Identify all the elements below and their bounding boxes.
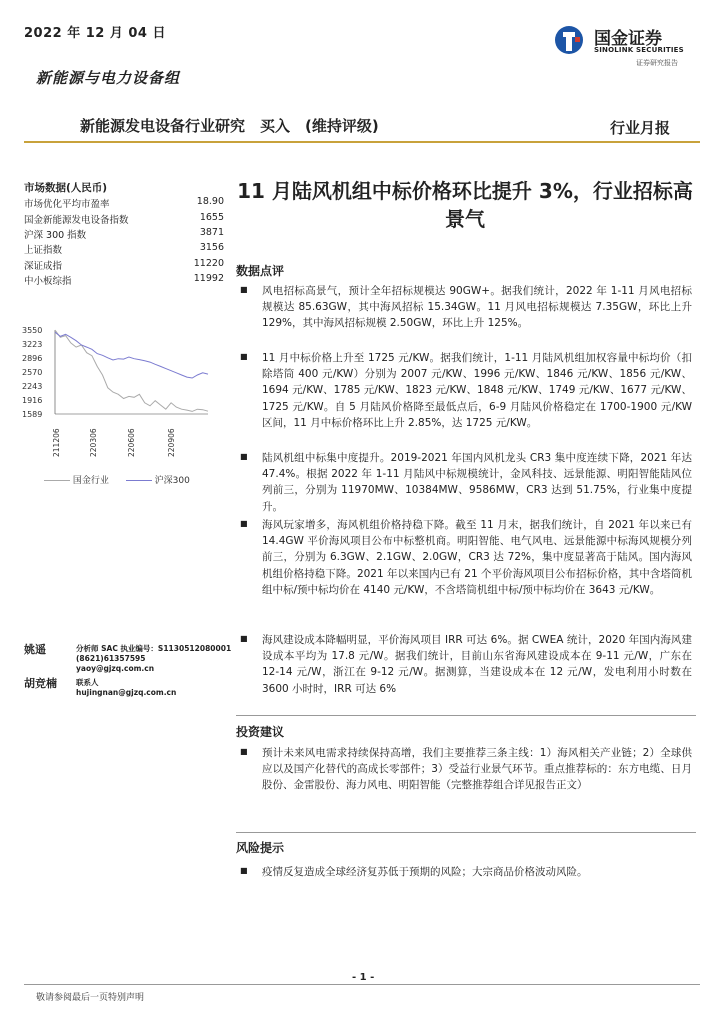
y-tick-label: 3550 (22, 326, 43, 335)
report-header-title: 新能源发电设备行业研究 买入 (维持评级) (80, 117, 379, 135)
bullet-icon: ■ (240, 634, 248, 643)
author-info-line: 联系人 (76, 678, 99, 687)
bullet-text: 海风玩家增多，海风机组价格持稳下降。截至 11 月末，据我们统计，自 2021 年以来已有 14.4GW 平价海风项目公布中标整机商。明阳智能、电气风电、远景能源中标海风规模分列前三，分别为 6.3GW、2.1GW、2.0GW，CR3 达 72%，集中度显著高于陆风。国内海风机组价格持稳下降。2021 年以来国内已有 21 个平价海风项目公布招标价格，其中含塔筒机组中标/预中标均价在 4140 元/KW，不含塔筒机组中标/预中标均价在 3643 元/KW。 (262, 519, 692, 596)
market-value: 11992 (193, 273, 224, 284)
bullet-text: 陆风机组中标集中度提升。2019-2021 年国内风机龙头 CR3 集中度连续下降，2021 年达 47.4%。根据 2022 年 1-11 月陆风中标规模统计，金风科技、远景能源、明阳智能陆风位列前三，分别为 11970MW、10384MW、9586MW，CR3 达到 51.75%，行业集中度提升。 (262, 452, 692, 513)
market-label: 沪深 300 指数 (24, 230, 87, 241)
bullet-text: 风电招标高景气，预计全年招标规模达 90GW+。据我们统计，2022 年 1-11 月风电招标规模达 85.63GW，其中海风招标 15.34GW。11 月风电招标规模达 7.35GW，环比上升 129%，其中海风招标规模 2.50GW，环比上升 125%。 (262, 285, 692, 330)
market-label: 市场优化平均市盈率 (24, 199, 110, 210)
bullet-text: 11 月中标价格上升至 1725 元/KW。据我们统计，1-11 月陆风机组加权容量中标均价（扣除塔筒 400 元/KW）分别为 2007 元/KW、1996 元/KW、1846 元/KW、1856 元/KW、1694 元/KW、1785 元/KW、1823 元/KW、1848 元/KW、1749 元/KW、1677 元/KW、1725 元/KW。自 5 月陆风价格降至最低点后，6-9 月陆风价格稳定在 1700-1900 元/KW 区间，11 月中标价格环比上升 2.85%，达 1725 元/KW。 (262, 352, 692, 429)
market-row (24, 273, 224, 289)
market-label: 中小板综指 (24, 276, 72, 287)
market-value: 11220 (193, 258, 224, 269)
author-name: 胡竞楠 (24, 677, 57, 690)
logo-english: SINOLINK SECURITIES (594, 46, 684, 54)
legend-swatch (44, 480, 70, 481)
author-info-line: yaoy@gjzq.com.cn (76, 664, 155, 673)
bullet-text: 海风建设成本降幅明显，平价海风项目 IRR 可达 6%。据 CWEA 统计，2020 年国内海风建设成本平均为 17.8 元/W。据我们统计，目前山东省海风建设成本在 9-11 元/W，广东在 12-14 元/W，浙江在 9-12 元/W。据测算，当建设成本在 12 元/W，发电利用小时数在 3600 小时时，IRR 可达 6% (262, 634, 692, 695)
market-row (24, 258, 224, 274)
logo-name: 国金证券 (594, 29, 662, 49)
market-row (24, 242, 224, 258)
author-name: 姚遥 (24, 643, 46, 656)
research-group: 新能源与电力设备组 (36, 69, 181, 87)
bullet-icon: ■ (240, 352, 248, 361)
x-tick-label: 220906 (167, 428, 176, 457)
market-value: 3156 (199, 242, 224, 253)
index-line-chart (20, 322, 220, 462)
x-tick-label: 220606 (127, 428, 136, 457)
y-tick-label: 1589 (22, 410, 43, 419)
market-row (24, 227, 224, 243)
market-value: 3871 (199, 227, 224, 238)
y-tick-label: 3223 (22, 340, 43, 349)
section-risk: 风险提示 (236, 841, 285, 855)
market-label: 国金新能源发电设备指数 (24, 215, 129, 226)
market-row (24, 212, 224, 228)
y-tick-label: 1916 (22, 396, 43, 405)
bullet-icon: ■ (240, 285, 248, 294)
logo-subtitle: 证券研究报告 (636, 59, 678, 67)
market-label: 深证成指 (24, 261, 63, 272)
chart-legend (44, 473, 244, 486)
section-data-review: 数据点评 (236, 264, 285, 278)
page-number: - 1 - (352, 972, 375, 983)
legend-label: 沪深300 (154, 476, 190, 486)
bullet-icon: ■ (240, 452, 248, 461)
main-title: 11 月陆风机组中标价格环比提升 3%，行业招标高景气 (237, 179, 693, 231)
bullet-text: 疫情反复造成全球经济复苏低于预期的风险；大宗商品价格波动风险。 (262, 866, 588, 878)
author-info (76, 678, 246, 698)
y-tick-label: 2243 (22, 382, 43, 391)
section-divider (236, 715, 696, 716)
author-info-line: 分析师 SAC 执业编号：S1130512080001 (76, 644, 232, 653)
footer-divider (24, 984, 700, 985)
market-value: 1655 (199, 212, 224, 223)
report-date: 2022 年 12 月 04 日 (24, 26, 166, 41)
series-line (55, 332, 208, 378)
y-tick-label: 2896 (22, 354, 43, 363)
author-info-line: hujingnan@gjzq.com.cn (76, 688, 177, 697)
author-info (76, 644, 246, 674)
header-divider (24, 141, 700, 143)
y-tick-label: 2570 (22, 368, 43, 377)
bullet-icon: ■ (240, 747, 248, 756)
market-row (24, 196, 224, 212)
market-data-title: 市场数据(人民币) (24, 182, 108, 194)
legend-label: 国金行业 (72, 476, 109, 486)
bullet-icon: ■ (240, 519, 248, 528)
market-value: 18.90 (196, 196, 224, 207)
market-label: 上证指数 (24, 245, 63, 256)
bullet-icon: ■ (240, 866, 248, 875)
author-info-line: (8621)61357595 (76, 654, 146, 663)
bullet-text: 预计未来风电需求持续保持高增，我们主要推荐三条主线：1）海风相关产业链；2）全球供应以及国产化替代的高成长零部件；3）受益行业景气环节。重点推荐标的：东方电缆、日月股份、金雷股份、海力风电、明阳智能（完整推荐组合详见报告正文） (262, 747, 692, 792)
section-investment: 投资建议 (236, 725, 285, 739)
x-tick-label: 220306 (89, 428, 98, 457)
section-divider (236, 832, 696, 833)
report-type: 行业月报 (610, 119, 671, 137)
legend-swatch (126, 480, 152, 481)
x-tick-label: 211206 (52, 428, 61, 457)
footer-disclaimer: 敬请参阅最后一页特别声明 (36, 993, 145, 1003)
